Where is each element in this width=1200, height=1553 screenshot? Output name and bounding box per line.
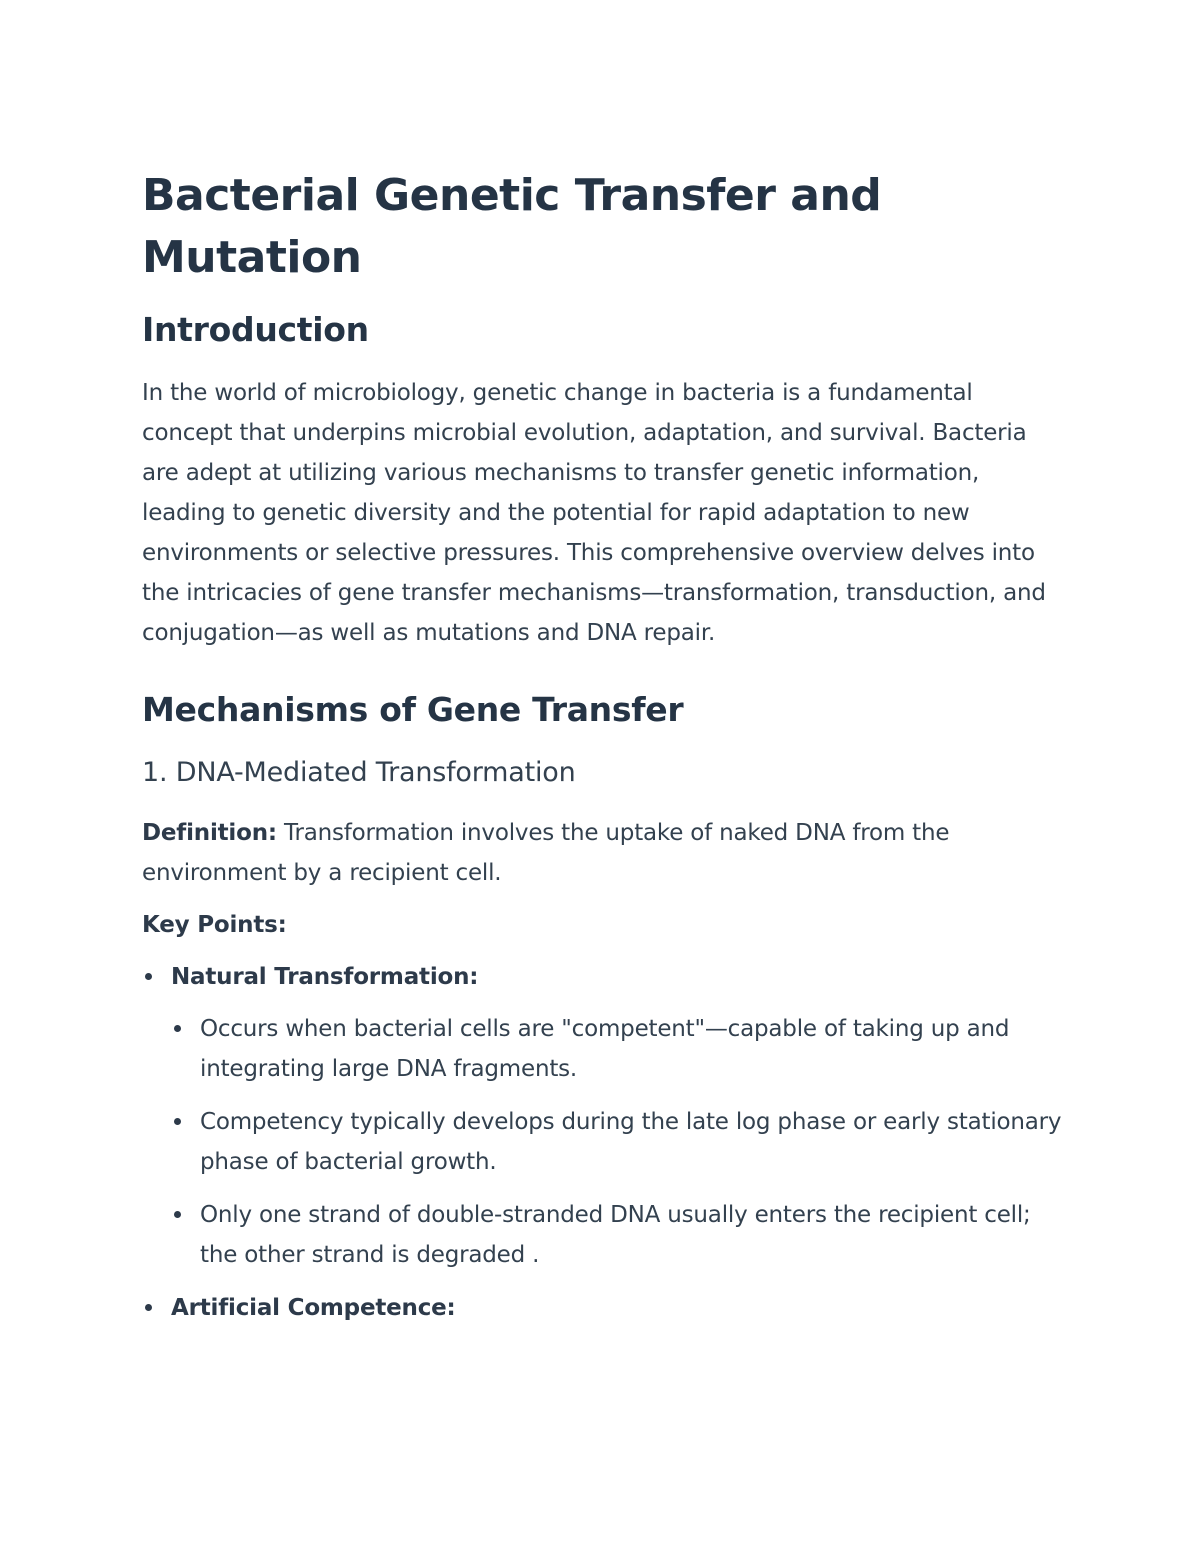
sub-list-item — [171, 1009, 1062, 1089]
bullet-icon — [145, 973, 152, 980]
key-points-label: Key Points: — [142, 912, 287, 938]
bullet-icon — [174, 1118, 181, 1125]
definition-paragraph — [142, 813, 1062, 893]
document-title: Bacterial Genetic Transfer and Mutation — [142, 170, 882, 283]
bullet-icon — [145, 1304, 152, 1311]
bullet-icon — [174, 1211, 181, 1218]
definition-text: Transformation involves the uptake of naked DNA from the environment by a recipient cell. — [142, 820, 950, 886]
document-page — [142, 165, 1062, 1328]
key-points-list — [142, 957, 1062, 1328]
list-item — [142, 957, 1062, 1275]
sub-list-item-text: Only one strand of double-stranded DNA usually enters the recipient cell; the other strand is degraded . — [200, 1202, 1031, 1268]
list-item — [142, 1288, 1062, 1328]
sub-list-item — [171, 1195, 1062, 1275]
introduction-paragraph: In the world of microbiology, genetic change in bacteria is a fundamental concept that underpins microbial evolution, adaptation, and survival. Bacteria are adept at utilizing various mechanisms to transfer genetic information, leading to genetic diversity and the potential for rapid adaptation to new environments or selective pressures. This comprehensive overview delves into the intricacies of gene transfer mechanisms—transformation, transduction, and conjugation—as well as mutations and DNA repair. — [142, 380, 1046, 646]
bullet-icon — [174, 1025, 181, 1032]
list-item-label: Natural Transformation: — [171, 964, 479, 990]
sub-list — [171, 1009, 1062, 1275]
definition-label: Definition: — [142, 820, 277, 846]
list-item-label: Artificial Competence: — [171, 1295, 456, 1321]
sub-list-item — [171, 1102, 1062, 1182]
mechanisms-heading: Mechanisms of Gene Transfer — [142, 690, 684, 729]
sub-list-item-text: Competency typically develops during the late log phase or early stationary phase of bacterial growth. — [200, 1109, 1062, 1175]
section-heading-transformation: 1. DNA-Mediated Transformation — [142, 757, 576, 788]
introduction-heading: Introduction — [142, 310, 369, 349]
sub-list-item-text: Occurs when bacterial cells are "competent"—capable of taking up and integrating large DNA fragments. — [200, 1016, 1010, 1082]
